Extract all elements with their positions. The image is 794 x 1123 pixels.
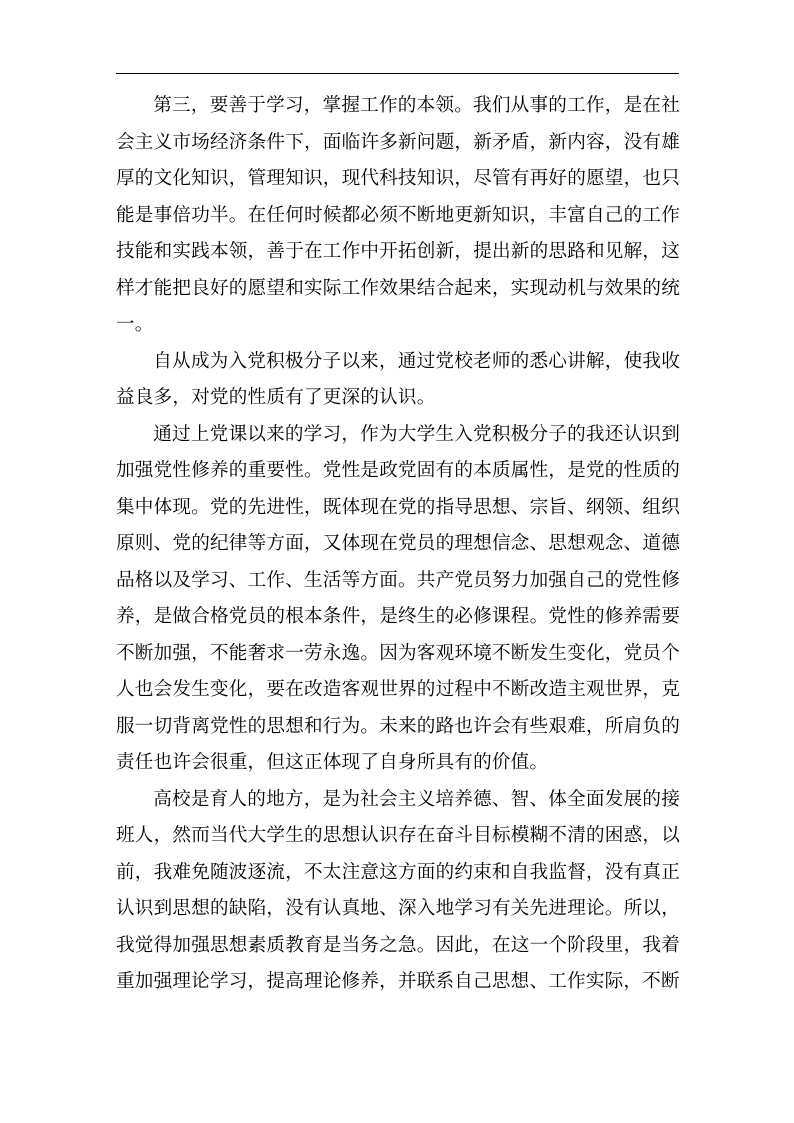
paragraph-1: 第三，要善于学习，掌握工作的本领。我们从事的工作，是在社会主义市场经济条件下，面临许多新问题，新矛盾，新内容，没有雄厚的文化知识，管理知识，现代科技知识，尽管有再好的愿望，也只能是事倍功半。在任何时候都必须不断地更新知识，丰富自己的工作技能和实践本领，善于在工作中开拓创新，提出新的思路和见解，这样才能把良好的愿望和实际工作效果结合起来，实现动机与效果的统一。: [116, 95, 680, 335]
paragraph-2: 自从成为入党积极分子以来，通过党校老师的悉心讲解，使我收益良多，对党的性质有了更深的认识。: [116, 350, 680, 408]
header-rule: [116, 73, 679, 74]
paragraph-4: 高校是育人的地方，是为社会主义培养德、智、体全面发展的接班人，然而当代大学生的思想认识存在奋斗目标模糊不清的困惑，以前，我难免随波逐流，不太注意这方面的约束和自我监督，没有真正认识到思想的缺陷，没有认真地、深入地学习有关先进理论。所以，我觉得加强思想素质教育是当务之急。因此，在这一个阶段里，我着重加强理论学习，提高理论修养，并联系自己思想、工作实际，不断: [116, 788, 680, 992]
document-body: [116, 88, 680, 1001]
paragraph-3: 通过上党课以来的学习，作为大学生入党积极分子的我还认识到加强党性修养的重要性。党性是政党固有的本质属性，是党的性质的集中体现。党的先进性，既体现在党的指导思想、宗旨、纲领、组织原则、党的纪律等方面，又体现在党员的理想信念、思想观念、道德品格以及学习、工作、生活等方面。共产党员努力加强自己的党性修养，是做合格党员的根本条件，是终生的必修课程。党性的修养需要不断加强，不能奢求一劳永逸。因为客观环境不断发生变化，党员个人也会发生变化，要在改造客观世界的过程中不断改造主观世界，克服一切背离党性的思想和行为。未来的路也许会有些艰难，所肩负的责任也许会很重，但这正体现了自身所具有的价值。: [116, 423, 680, 773]
